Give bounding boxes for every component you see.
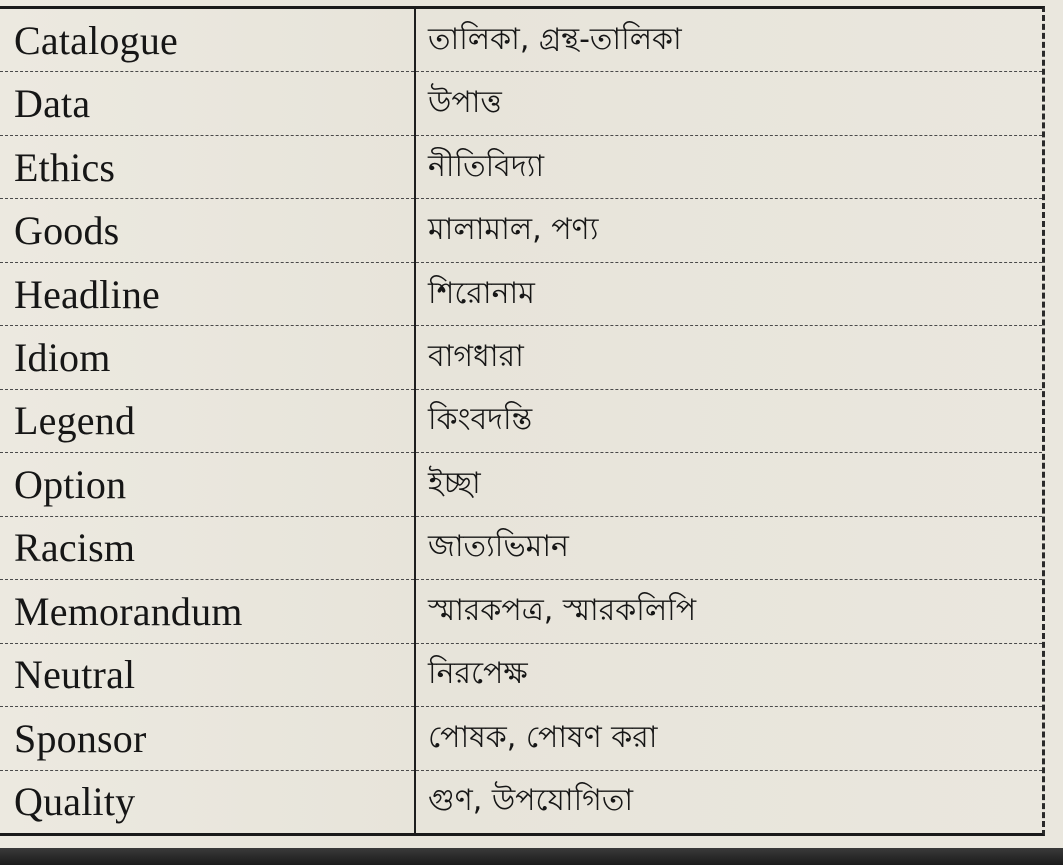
table-row — [0, 72, 1042, 135]
english-term: Catalogue — [0, 9, 415, 72]
table-row — [0, 453, 1042, 516]
english-term: Option — [0, 453, 415, 516]
table-row — [0, 389, 1042, 452]
table-row — [0, 199, 1042, 262]
english-term: Headline — [0, 262, 415, 325]
bengali-meaning: মালামাল, পণ্য — [415, 199, 1042, 262]
table-row — [0, 707, 1042, 770]
bengali-meaning: গুণ, উপযোগিতা — [415, 770, 1042, 833]
table-row — [0, 326, 1042, 389]
english-term: Sponsor — [0, 707, 415, 770]
glossary-table — [0, 6, 1045, 836]
bengali-meaning: নিরপেক্ষ — [415, 643, 1042, 706]
english-term: Ethics — [0, 135, 415, 198]
table-row — [0, 9, 1042, 72]
english-term: Idiom — [0, 326, 415, 389]
page-edge-shadow — [0, 848, 1063, 865]
table-row — [0, 262, 1042, 325]
english-term: Legend — [0, 389, 415, 452]
bengali-meaning: জাত্যভিমান — [415, 516, 1042, 579]
bengali-meaning: পোষক, পোষণ করা — [415, 707, 1042, 770]
table-row — [0, 580, 1042, 643]
english-term: Quality — [14, 779, 136, 825]
glossary-table-body — [0, 9, 1042, 833]
table-row — [0, 135, 1042, 198]
bengali-meaning: কিংবদন্তি — [415, 389, 1042, 452]
english-term: Racism — [0, 516, 415, 579]
english-term: Data — [0, 72, 415, 135]
bengali-meaning: স্মারকপত্র, স্মারকলিপি — [415, 580, 1042, 643]
english-term: Memorandum — [0, 580, 415, 643]
english-term: Goods — [0, 199, 415, 262]
bengali-meaning: উপাত্ত — [415, 72, 1042, 135]
bengali-meaning: বাগধারা — [415, 326, 1042, 389]
english-term: Neutral — [0, 643, 415, 706]
bengali-meaning: শিরোনাম — [415, 262, 1042, 325]
bengali-meaning: তালিকা, গ্রন্থ-তালিকা — [415, 9, 1042, 72]
table-row — [0, 516, 1042, 579]
table-row — [0, 770, 1042, 833]
bengali-meaning: ইচ্ছা — [415, 453, 1042, 516]
table-row — [0, 643, 1042, 706]
bengali-meaning: নীতিবিদ্যা — [415, 135, 1042, 198]
